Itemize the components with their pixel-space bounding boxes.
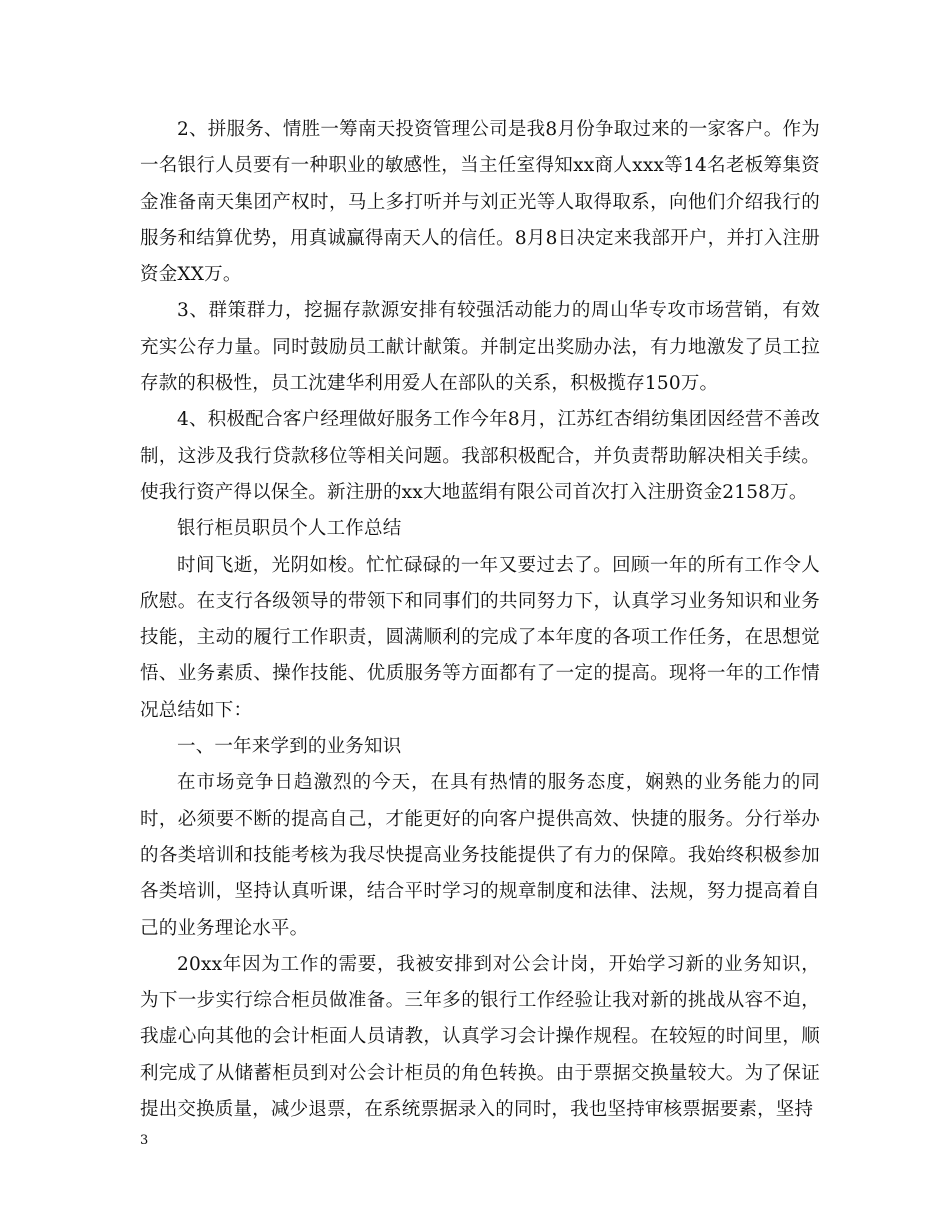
paragraph: 20xx年因为工作的需要，我被安排到对公会计岗，开始学习新的业务知识，为下一步实行综合柜员做准备。三年多的银行工作经验让我对新的挑战从容不迫，我虚心向其他的会计柜面人员请教，认真学习会计操作规程。在较短的时间里，顺利完成了从储蓄柜员到对公会计柜员的角色转换。由于票据交换量较大。为了保证提出交换质量，减少退票，在系统票据录入的同时，我也坚持审核票据要素，坚持	[140, 953, 820, 1121]
paragraph: 2、拼服务、情胜一筹南天投资管理公司是我8月份争取过来的一家客户。作为一名银行人员要有一种职业的敏感性，当主任室得知xx商人xxx等14名老板筹集资金准备南天集团产权时，马上多打听并与刘正光等人取得取系，向他们介绍我行的服务和结算优势，用真诚赢得南天人的信任。8月8日决定来我部开户，并打入注册资金XX万。	[140, 119, 820, 286]
document-body	[140, 112, 820, 1128]
section-title: 银行柜员职员个人工作总结	[177, 518, 402, 540]
paragraph: 在市场竞争日趋激烈的今天，在具有热情的服务态度，娴熟的业务能力的同时，必须要不断的提高自己，才能更好的向客户提供高效、快捷的服务。分行举办的各类培训和技能考核为我尽快提高业务技能提供了有力的保障。我始终积极参加各类培训，坚持认真听课，结合平时学习的规章制度和法律、法规，努力提高着自己的业务理论水平。	[140, 772, 820, 939]
page-number: 3	[140, 1133, 149, 1148]
paragraph: 4、积极配合客户经理做好服务工作今年8月，江苏红杏绢纺集团因经营不善改制，这涉及我行贷款移位等相关问题。我部积极配合，并负责帮助解决相关手续。使我行资产得以保全。新注册的xx大地蓝绢有限公司首次打入注册资金2158万。	[140, 409, 820, 503]
section-heading: 一、一年来学到的业务知识	[177, 736, 402, 758]
paragraph: 时间飞逝，光阴如梭。忙忙碌碌的一年又要过去了。回顾一年的所有工作令人欣慰。在支行各级领导的带领下和同事们的共同努力下，认真学习业务知识和业务技能，主动的履行工作职责，圆满顺利的完成了本年度的各项工作任务，在思想觉悟、业务素质、操作技能、优质服务等方面都有了一定的提高。现将一年的工作情况总结如下：	[140, 554, 820, 721]
paragraph: 3、群策群力，挖掘存款源安排有较强活动能力的周山华专攻市场营销，有效充实公存力量。同时鼓励员工献计献策。并制定出奖励办法，有力地激发了员工拉存款的积极性，员工沈建华利用爱人在部队的关系，积极揽存150万。	[140, 300, 820, 395]
